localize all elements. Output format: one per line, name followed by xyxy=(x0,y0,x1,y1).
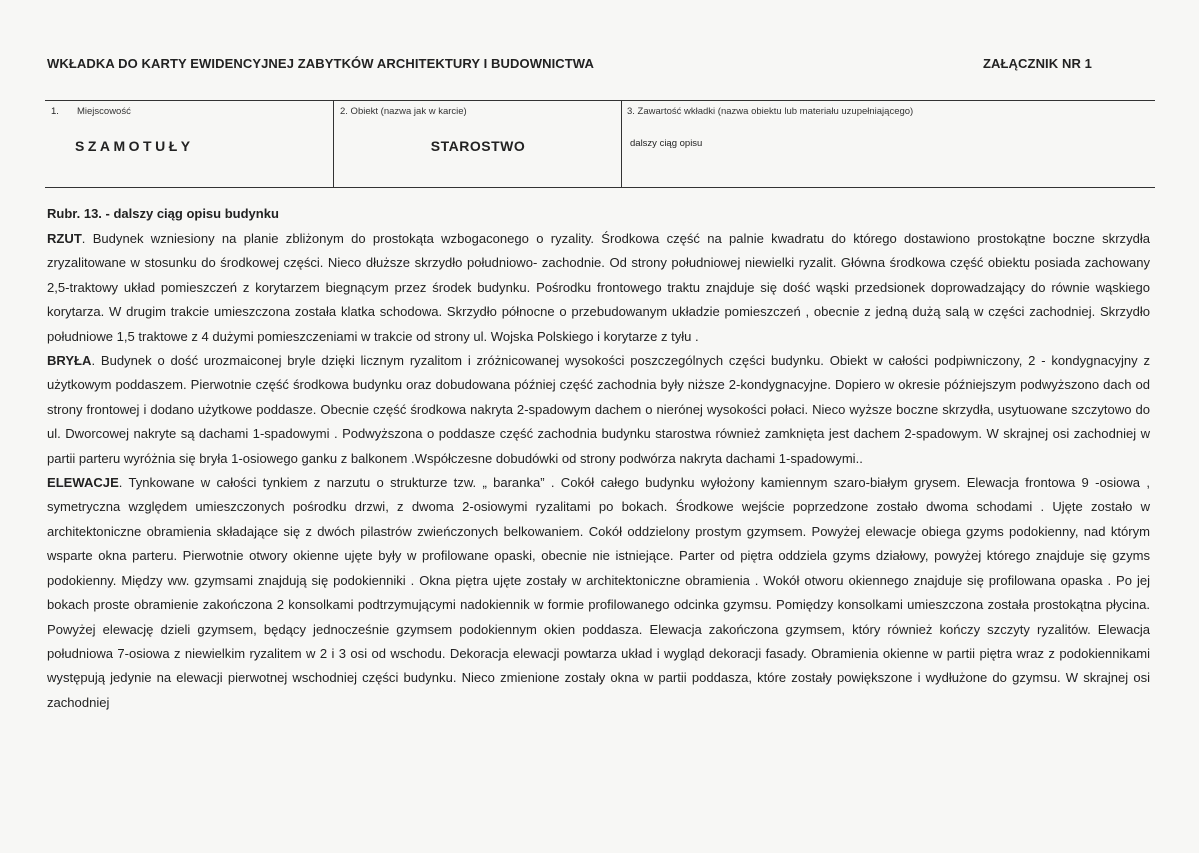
annex-label: ZAŁĄCZNIK NR 1 xyxy=(982,56,1092,71)
field-value-object: STAROSTWO xyxy=(430,138,526,154)
field-number: 1. xyxy=(51,106,59,117)
description-body xyxy=(47,227,1150,715)
field-contents xyxy=(621,101,1156,187)
paragraph-text: . Budynek o dość urozmaiconej bryle dzięki licznym ryzalitom i zróżnicowanej wysokości poszczególnych części budynku. Obiekt w całości podpiwniczony, 2 - kondygnacyjny z użytkowym poddaszem. Pierwotnie część środkowa budynku oraz dobudowana później część zachodnia były niższe 2-kondygnacyjne. Dopiero w okresie późniejszym podwyższono dach od strony frontowej i dodano użytkowe poddasze. Obecnie część środkowa nakryta 2-spadowym dachem o nierónej wysokości połaci. Nieco wyższe boczne skrzydła, usytuowane szczytowo do ul. Dworcowej nakryte są dachami 1-spadowymi . Podwyższona o poddasze część zachodnia budynku starostwa również zamknięta jest dachem 2-spadowym. W skrajnej osi zachodniej w partii parteru wyróżnia się bryła 1-osiowego ganku z balkonem .Współczesne dobudówki od strony podwórza nakryta dachami 1-spadowymi.. xyxy=(47,353,1150,466)
field-label-contents: 3. Zawartość wkładki (nazwa obiektu lub materiału uzupełniającego) xyxy=(627,106,914,117)
rubric-heading: Rubr. 13. - dalszy ciąg opisu budynku xyxy=(47,206,279,221)
paragraph-heading: BRYŁA xyxy=(47,353,92,369)
header-fields-table xyxy=(45,100,1155,188)
document-title: WKŁADKA DO KARTY EWIDENCYJNEJ ZABYTKÓW ARCHITEKTURY I BUDOWNICTWA xyxy=(47,56,594,71)
paragraph-text: . Budynek wzniesiony na planie zbliżonym do prostokąta wzbogaconego o ryzality. Środkowa część na palnie kwadratu do którego dostawiono prostokątne boczne skrzydła zryzalitowane w stosunku do środkowej części. Nieco dłuższe skrzydło południowo- zachodnie. Od strony południowej niewielki ryzalit. Główna środkowa część obiektu posiada zachowany 2,5-traktowy układ pomieszczeń z korytarzem biegnącym przez środek budynku. Pośrodku frontowego traktu znajduje się dość wąski przedsionek doprowadzający do równie wąskiego korytarza. W drugim trakcie umieszczona została klatka schodowa. Skrzydło północne o przebudowanym układzie pomieszczeń , obecnie z jedną dużą salą w części zachodniej. Skrzydło południowe 1,5 traktowe z 4 dużymi pomieszczeniami w trakcie od strony ul. Wojska Polskiego i korytarze z tyłu . xyxy=(47,231,1150,344)
paragraph-heading: RZUT xyxy=(47,231,82,246)
paragraph-plan xyxy=(47,227,1150,349)
paragraph-heading: ELEWACJE xyxy=(47,475,119,491)
field-value-locality: SZAMOTUŁY xyxy=(75,138,194,154)
field-value-contents: dalszy ciąg opisu xyxy=(630,138,703,149)
field-label-object: 2. Obiekt (nazwa jak w karcie) xyxy=(340,106,467,117)
field-locality xyxy=(45,101,333,187)
field-label-locality: Miejscowość xyxy=(77,106,131,117)
paragraph-massing xyxy=(47,349,1150,471)
paragraph-elevations xyxy=(47,471,1150,715)
field-object xyxy=(333,101,622,187)
paragraph-text: . Tynkowane w całości tynkiem z narzutu o strukturze tzw. „ baranka” . Cokół całego budynku wyłożony kamiennym szaro-białym grysem. Elewacja frontowa 9 -osiowa , symetryczna względem umieszczonych pośrodku drzwi, z dwoma 2-osiowymi ryzalitami po bokach. Środkowe wejście poprzedzone zostało dwoma schodami . Ujęte zostało w architektoniczne obramienia składające się z dwóch pilastrów zwieńczonych belkowaniem. Cokół oddzielony prostym gzymsem. Powyżej elewacje obiega gzyms podokienny, nad którym wsparte okna parteru. Pierwotnie otwory okienne ujęte były w profilowane opaski, obecnie nie istniejące. Parter od piętra oddziela gzyms działowy, powyżej którego znajduje się gzyms podokienny. Między ww. gzymsami znajdują się podokienniki . Okna piętra ujęte zostały w architektoniczne obramienia . Wokół otworu okiennego znajduje się profilowana opaska . Po jej bokach proste obramienie zakończona 2 konsolkami podtrzymującymi nadokiennik w formie profilowanego odcinka gzymsu. Pomiędzy konsolkami umieszczona została prostokątna płycina. Powyżej elewację dzieli gzymsem, będący jednocześnie gzymsem podokiennym okien poddasza. Elewacja zakończona gzymsem, który również kończy szczyty ryzalitów. Elewacja południowa 7-osiowa z niewielkim ryzalitem w 2 i 3 osi od wschodu. Dekoracja elewacji powtarza układ i wygląd dekoracji fasady. Obramienia okienne w partii piętra wraz z podokiennikami występują jedynie na elewacji pierwotnej wschodniej części budynku. Nieco zmienione zostały okna w partii poddasza, które zostały powiększone i wydłużone do gzymsu. W skrajnej osi zachodniej xyxy=(47,475,1150,710)
